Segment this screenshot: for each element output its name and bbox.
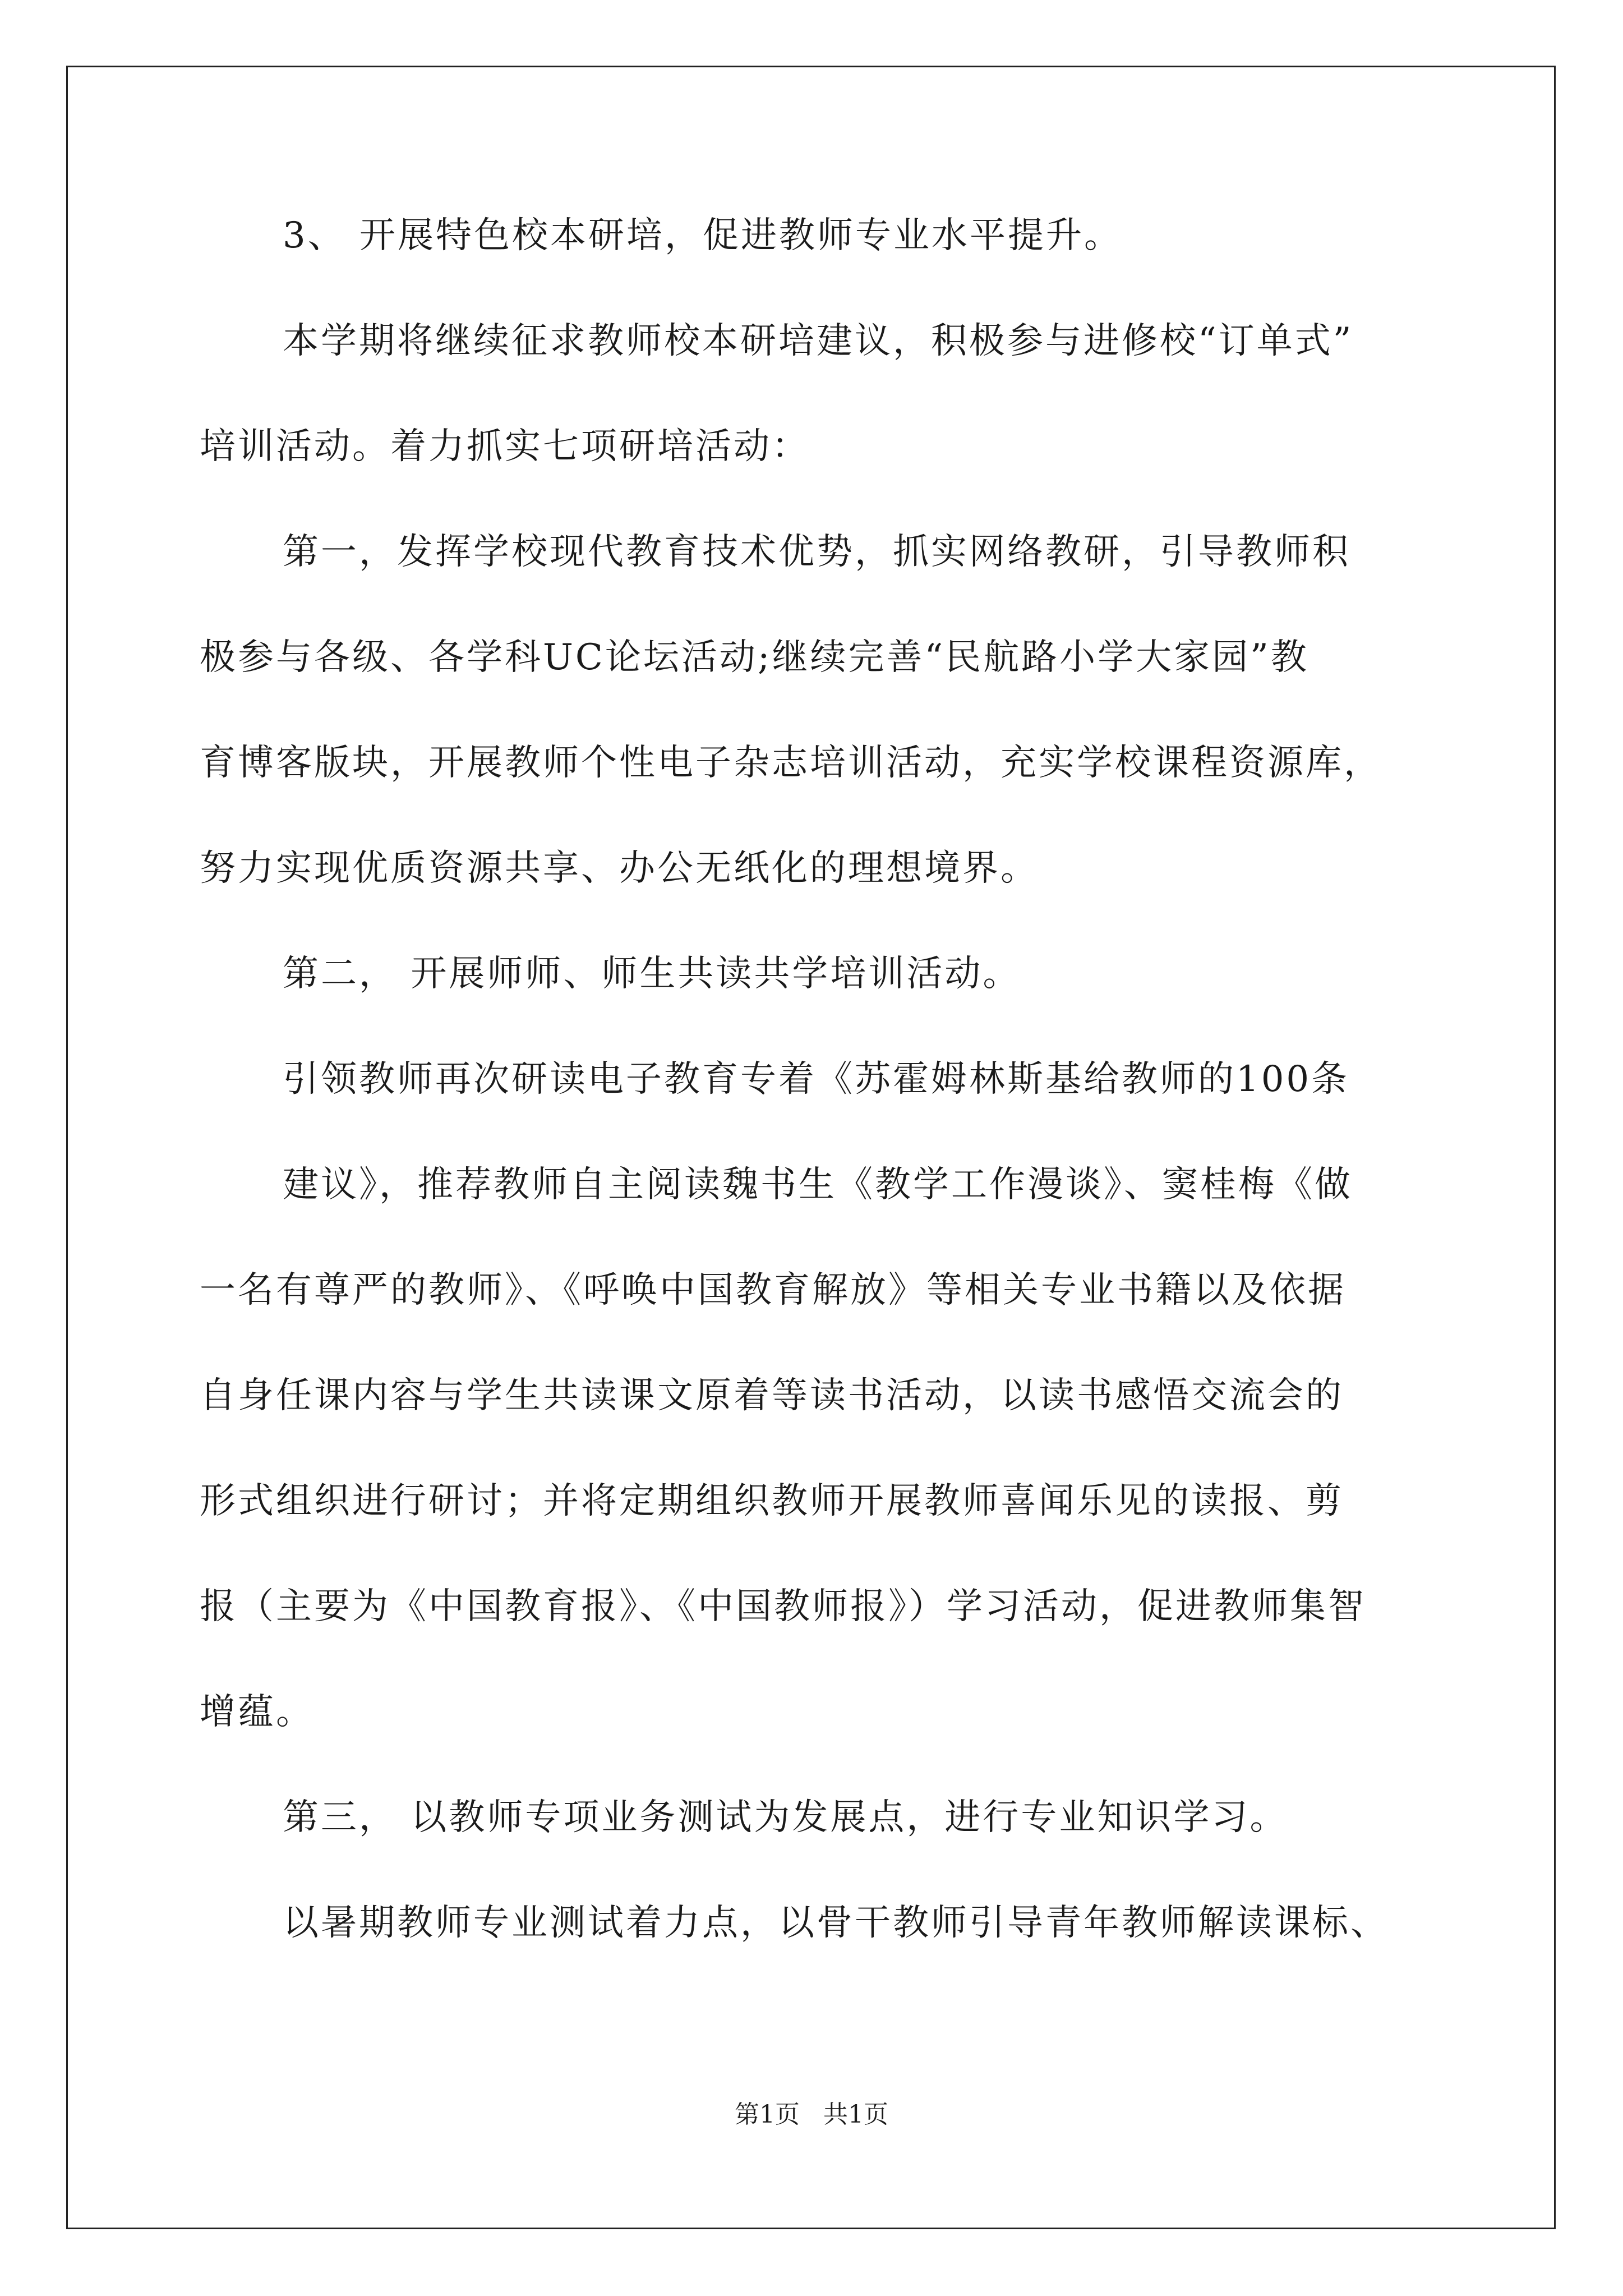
text-line: 形式组织进行研讨；并将定期组织教师开展教师喜闻乐见的读报、剪 <box>200 1480 1344 1522</box>
text-line: 培训活动。着力抓实七项研培活动： <box>200 426 810 467</box>
text-line: 建议》，推荐教师自主阅读魏书生《教学工作漫谈》、窦桂梅《做 <box>283 1164 1353 1205</box>
page-footer: 第1页 共1页 <box>735 2100 888 2129</box>
text-line: 第一，发挥学校现代教育技术优势，抓实网络教研，引导教师积 <box>283 531 1350 573</box>
text-line: 自身任课内容与学生共读课文原着等读书活动，以读书感悟交流会的 <box>200 1375 1344 1416</box>
text-line: 报（主要为《中国教育报》、《中国教师报》）学习活动，促进教师集智 <box>200 1586 1366 1627</box>
text-line: 极参与各级、各学科UC论坛活动;继续完善“民航路小学大家园”教 <box>200 637 1309 678</box>
text-line: 本学期将继续征求教师校本研培建议，积极参与进修校“订单式” <box>283 320 1354 362</box>
text-line: 育博客版块，开展教师个性电子杂志培训活动，充实学校课程资源库， <box>200 742 1382 784</box>
text-line: 第三， 以教师专项业务测试为发展点，进行专业知识学习。 <box>283 1797 1288 1838</box>
text-line: 增蕴。 <box>200 1691 314 1733</box>
text-line: 3、 开展特色校本研培，促进教师专业水平提升。 <box>283 215 1123 256</box>
text-line: 努力实现优质资源共享、办公无纸化的理想境界。 <box>200 848 1039 889</box>
text-line: 一名有尊严的教师》、《呼唤中国教育解放》等相关专业书籍以及依据 <box>200 1269 1346 1311</box>
text-line: 以暑期教师专业测试着力点，以骨干教师引导青年教师解读课标、 <box>283 1902 1389 1944</box>
text-line: 引领教师再次研读电子教育专着《苏霍姆林斯基给教师的100条 <box>283 1059 1350 1100</box>
text-line: 第二， 开展师师、师生共读共学培训活动。 <box>283 953 1021 995</box>
